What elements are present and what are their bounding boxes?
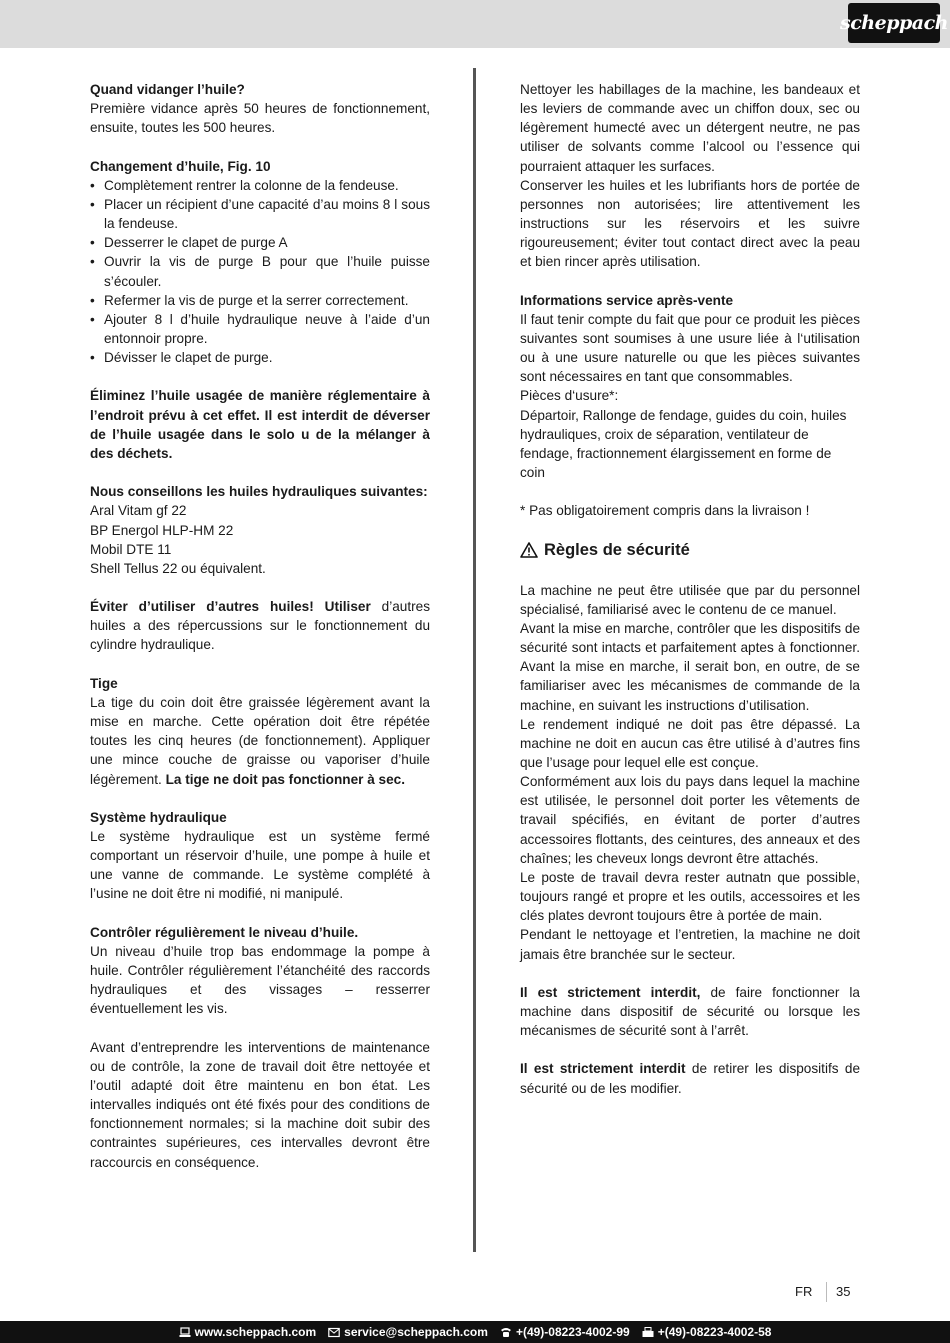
footer-separator xyxy=(826,1282,827,1302)
wear-parts-text: Départoir, Rallonge de fendage, guides du coin, huiles hydrauliques, croix de séparation, ventilateur de fendage, fractionnement élargissement en forme de coin xyxy=(520,407,847,481)
oil-level-text: Un niveau d’huile trop bas endommage la pompe à huile. Contrôler régulièrement l’étanchéité des raccords hydrauliques et des vissages – resserrer éventuellement les vis. xyxy=(90,943,430,1017)
forbidden-rest: de faire fonctionner la machine dans dispositif de sécurité ou lorsque les mécanismes de sécurité sont à l’arrêt. xyxy=(520,984,860,1039)
brand-logo-text: scheppach xyxy=(840,12,948,34)
list-item: • Refermer la vis de purge et la serrer correctement. xyxy=(90,291,430,310)
fax-icon xyxy=(642,1327,654,1338)
hydraulic-text: Le système hydraulique est un système fermé comportant un réservoir d’huile, une pompe à huile et une vanne de commande. Le système complété à l’usine ne doit être ni modifié, ni manipulé. xyxy=(90,829,430,902)
oil-change-heading: Changement d’huile, Fig. 10 xyxy=(90,158,271,174)
rod-text-bold: La tige ne doit pas fonctionner à sec. xyxy=(165,771,406,787)
list-item: • Complètement rentrer la colonne de la fendeuse. xyxy=(90,176,430,195)
wear-parts-label: Pièces d‘usure*: xyxy=(520,388,619,404)
hydraulic-heading: Système hydraulique xyxy=(90,809,227,825)
forbidden-removal xyxy=(520,1059,860,1097)
list-item: • Ajouter 8 l d’huile hydraulique neuve à l’aide d’un entonnoir propre. xyxy=(90,310,430,348)
right-column xyxy=(520,80,860,1098)
page-footer xyxy=(780,1282,870,1304)
safety-paragraph: Pendant le nettoyage et l’entretien, la machine ne doit jamais être branchée sur le secteur. xyxy=(520,927,860,962)
avoid-rest: d’autres huiles a des répercussions sur le fonctionnement du cylindre hydraulique. xyxy=(90,599,430,653)
email-text: service@scheppach.com xyxy=(344,1325,488,1339)
forbidden-rest: de retirer les dispositifs de sécurité ou de les modifier. xyxy=(520,1061,861,1096)
oil-item: Aral Vitam gf 22 xyxy=(90,503,187,519)
brand-logo xyxy=(840,3,948,43)
forbidden-bold: Il est strictement interdit xyxy=(520,1061,686,1077)
list-item: • Desserrer le clapet de purge A xyxy=(90,233,430,252)
service-heading: Informations service après-vente xyxy=(520,292,734,308)
forbidden-bold: Il est strictement interdit, xyxy=(520,984,701,1000)
contact-bar xyxy=(0,1321,950,1343)
phone-contact[interactable] xyxy=(500,1325,630,1339)
service-text: Il faut tenir compte du fait que pour ce produit les pièces suivantes sont soumises à une usure liée à l‘utilisation ou à une usure naturelle ou que les pièces suivantes sont nécessaires en tant que consommables. xyxy=(520,311,860,385)
oil-item: BP Energol HLP-HM 22 xyxy=(90,522,234,538)
list-item: • Placer un récipient d’une capacité d’au moins 8 l sous la fendeuse. xyxy=(90,195,430,233)
phone-text: +(49)-08223-4002-99 xyxy=(515,1325,630,1339)
safety-paragraph: Avant la mise en marche, contrôler que les dispositifs de sécurité sont intacts et parfaitement aptes à fonctionner. Avant la mise en marche, il serait bon, en outre, de se familiariser avec les mécanismes de commande de la machine, en suivant les instructions d’utilisation. xyxy=(520,620,860,713)
laptop-icon xyxy=(179,1327,191,1338)
oil-item: Shell Tellus 22 ou équivalent. xyxy=(90,560,266,576)
email-contact[interactable] xyxy=(328,1325,488,1339)
page-number: 35 xyxy=(836,1284,851,1299)
rod-heading: Tige xyxy=(90,675,118,691)
left-column xyxy=(90,80,430,1172)
rod-text xyxy=(90,693,430,789)
fax-text: +(49)-08223-4002-58 xyxy=(657,1325,772,1339)
column-divider xyxy=(473,68,476,1252)
list-item: • Dévisser le clapet de purge. xyxy=(90,348,430,367)
rod-text-body: La tige du coin doit être graissée légèrement avant la mise en marche. Cette opération doit être répétée toutes les cinq heures (de fonctionnement). Appliquer une mince couche de graisse ou vaporiser d’huile légèrement. xyxy=(90,694,430,787)
avoid-bold: Éviter d’utiliser d’autres huiles! Utiliser xyxy=(90,599,371,615)
forbidden-operation xyxy=(520,983,860,1040)
recommended-oils-heading: Nous conseillons les huiles hydrauliques suivantes: xyxy=(90,484,428,500)
cleaning-text: Nettoyer les habillages de la machine, les bandeaux et les leviers de commande avec un chiffon doux, sec ou légèrement humecté avec un détergent neutre, ne pas utiliser de solvants comme l’alcool ou l’essence qui pourraient attaquer les surfaces. xyxy=(520,82,860,174)
warning-icon xyxy=(520,542,538,558)
fax-contact[interactable] xyxy=(642,1325,772,1339)
safety-heading xyxy=(520,539,860,561)
safety-paragraph: Le rendement indiqué ne doit pas être dépassé. La machine ne doit en aucun cas être utilisé à d’autres fins que l’usage pour lequel elle est conçue. xyxy=(520,716,860,770)
safety-paragraph: Conformément aux lois du pays dans lequel la machine est utilisée, le personnel doit porter les vêtements de travail spécifiés, en évitant de porter d’autres accessoires flottants, des ceintures, des anneaux et des chaînes; les cheveux longs devront être attachés. xyxy=(520,774,860,866)
list-item: • Ouvrir la vis de purge B pour que l’huile puisse s’écouler. xyxy=(90,252,430,290)
safety-paragraph: La machine ne peut être utilisée que par du personnel spécialisé, familiarisé avec le contenu de ce manuel. xyxy=(520,582,860,617)
oil-change-steps xyxy=(90,176,430,368)
phone-icon xyxy=(500,1327,512,1338)
oil-change-when-text: Première vidance après 50 heures de fonctionnement, ensuite, toutes les 500 heures. xyxy=(90,101,430,136)
website-text: www.scheppach.com xyxy=(194,1325,317,1339)
language-code: FR xyxy=(795,1284,813,1299)
oil-level-heading: Contrôler régulièrement le niveau d’huile. xyxy=(90,924,359,940)
footnote: * Pas obligatoirement compris dans la livraison ! xyxy=(520,503,810,519)
website-contact[interactable] xyxy=(179,1325,317,1339)
maintenance-text: Avant d’entreprendre les interventions de maintenance ou de contrôle, la zone de travail doit être nettoyée et l’outil adapté doit être maintenu en bon état. Les intervalles indiqués ont été fixés pour des conditions de fonctionnement normales; si la machine doit subir des contraintes supérieures, ces intervalles devront être raccourcis en conséquence. xyxy=(90,1039,430,1170)
safety-heading-text: Règles de sécurité xyxy=(544,540,690,559)
avoid-other-oils xyxy=(90,597,430,654)
oil-item: Mobil DTE 11 xyxy=(90,541,172,557)
header-bar xyxy=(0,0,950,48)
storage-text: Conserver les huiles et les lubrifiants hors de portée de personnes non autorisées; lire attentivement les instructions sur les réservoirs et les suivre rigoureusement; éviter tout contact direct avec la peau et bien rincer après utilisation. xyxy=(520,177,860,270)
email-icon xyxy=(328,1327,340,1338)
oil-change-when-heading: Quand vidanger l’huile? xyxy=(90,82,245,97)
oil-disposal-warning: Éliminez l’huile usagée de manière réglementaire à l’endroit prévu à cet effet. Il est interdit de déverser de l’huile usagée dans le solo u de la mélanger à des déchets. xyxy=(90,388,430,461)
safety-paragraph: Le poste de travail devra rester autnatn que possible, toujours rangé et propre et les outils, accessoires et les clés plates devront toujours être à portée de main. xyxy=(520,869,860,924)
